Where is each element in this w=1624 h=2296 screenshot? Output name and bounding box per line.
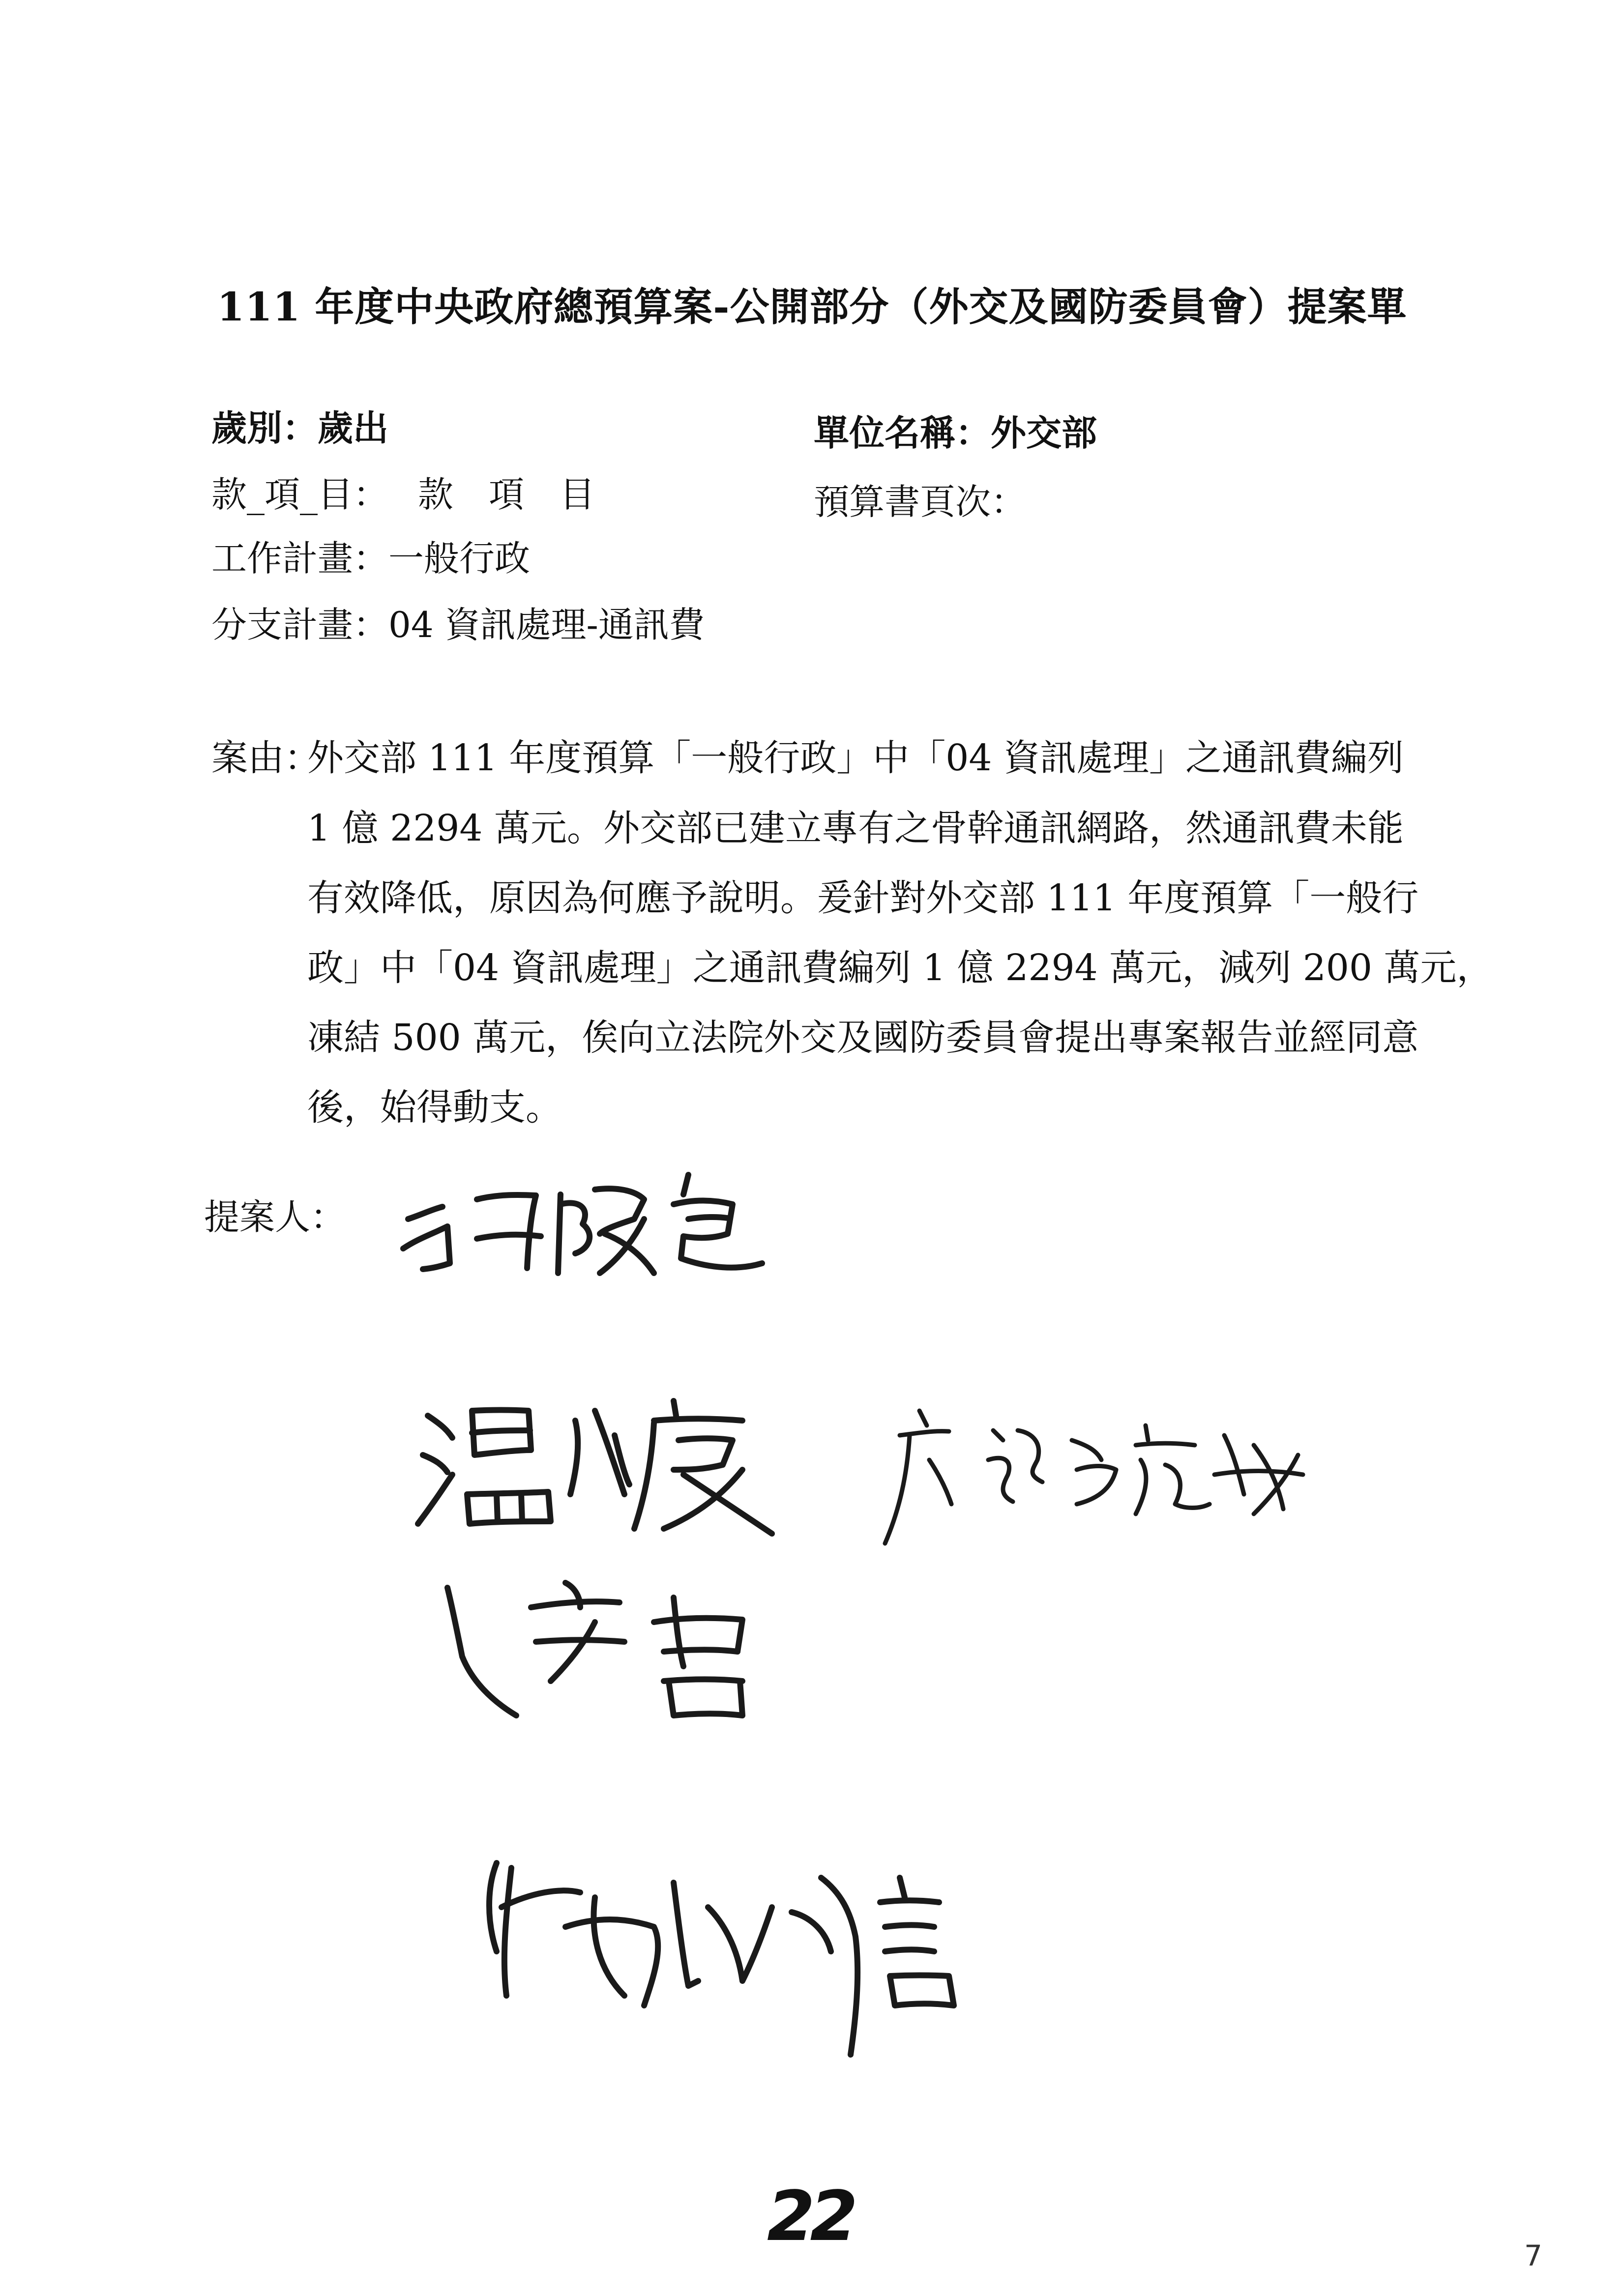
reason-line: 有效降低，原因為何應予說明。爰針對外交部 111 年度預算「一般行 bbox=[307, 877, 1419, 919]
reason-line: 後，始得動支。 bbox=[307, 1086, 562, 1129]
unit-value: 外交部 bbox=[991, 412, 1097, 454]
signature-4 bbox=[418, 1568, 821, 1735]
reason-line: 1 億 2294 萬元。外交部已建立專有之骨幹通訊網路，然通訊費未能 bbox=[307, 807, 1404, 849]
reason-line: 外交部 111 年度預算「一般行政」中「04 資訊處理」之通訊費編列 bbox=[307, 737, 1404, 779]
page-field bbox=[814, 481, 1027, 523]
proposer-label: 提案人： bbox=[204, 1196, 346, 1238]
document-title: 111 年度中央政府總預算案-公開部分（外交及國防委員會）提案單 bbox=[217, 284, 1407, 330]
category-value: 歲出 bbox=[318, 407, 389, 449]
category-label: 歲別： bbox=[211, 407, 318, 449]
unit-label: 單位名稱： bbox=[814, 412, 991, 454]
footer-page-number: 7 bbox=[1524, 2239, 1542, 2272]
reason-line: 政」中「04 資訊處理」之通訊費編列 1 億 2294 萬元，減列 200 萬元， bbox=[307, 947, 1493, 989]
plan-field bbox=[211, 538, 531, 579]
branch-value: 04 資訊處理-通訊費 bbox=[388, 604, 705, 645]
item-field bbox=[211, 474, 595, 515]
reason-line: 凍結 500 萬元，俟向立法院外交及國防委員會提出專案報告並經同意 bbox=[307, 1017, 1419, 1059]
category-field bbox=[211, 407, 389, 449]
plan-value: 一般行政 bbox=[388, 538, 531, 579]
branch-field bbox=[211, 604, 705, 645]
page-label: 預算書頁次： bbox=[814, 481, 1027, 523]
signature-3 bbox=[880, 1396, 1323, 1558]
branch-label: 分支計畫： bbox=[211, 604, 389, 645]
signature-5 bbox=[467, 1848, 1033, 2064]
signature-2 bbox=[408, 1381, 811, 1543]
reason-label: 案由： bbox=[211, 737, 321, 779]
unit-field bbox=[814, 412, 1097, 454]
signature-1 bbox=[388, 1160, 792, 1288]
plan-label: 工作計畫： bbox=[211, 538, 389, 579]
item-value: 款 項 目 bbox=[418, 474, 595, 515]
item-label: 款_項_目： bbox=[211, 474, 389, 515]
handwritten-page-number: 22 bbox=[767, 2177, 853, 2257]
